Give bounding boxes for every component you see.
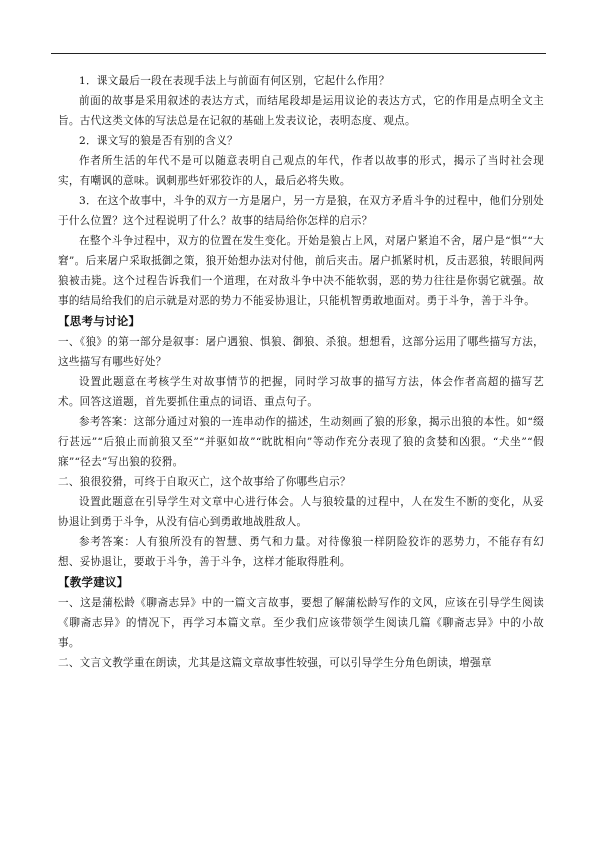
header-rule bbox=[51, 53, 546, 54]
suggestion-1: 一、这是蒲松龄《聊斋志异》中的一篇文言故事，要想了解蒲松龄写作的文风，应该在引导学生阅读《聊斋志异》的情况下，再学习本篇文章。至少我们应该带领学生阅读几篇《聊斋志异》中的小故事。 bbox=[58, 597, 544, 649]
suggestion-2: 二、文言文教学重在朗读，尤其是这篇文章故事性较强，可以引导学生分角色朗读，增强章 bbox=[58, 657, 492, 669]
question-1: 1．课文最后一段在表现手法上与前面有何区别，它起什么作用？ bbox=[79, 75, 390, 87]
answer-2: 作者所生活的年代不是可以随意表明自己观点的年代，作者以故事的形式，揭示了当时社会现实，有嘲讽的意味。讽刺那些奸邪狡诈的人，最后必将失败。 bbox=[58, 155, 544, 187]
discussion-question-2: 二、狼很狡猾，可终于自取灭亡，这个故事给了你哪些启示？ bbox=[58, 476, 351, 488]
discussion-intent-1: 设置此题意在考核学生对故事情节的把握，同时学习故事的描写方法，体会作者高超的描写艺术。回答这道题，首先要抓住重点的词语、重点句子。 bbox=[58, 376, 544, 408]
discussion-question-1: 一、《狼》的第一部分是叙事：屠户遇狼、惧狼、御狼、杀狼。想想看，这部分运用了哪些描写方法，这些描写有哪些好处？ bbox=[58, 336, 544, 368]
discussion-intent-2: 设置此题意在引导学生对文章中心进行体会。人与狼较量的过程中，人在发生不断的变化，从妥协退让到勇于斗争，从没有信心到勇敢地战胜敌人。 bbox=[58, 496, 544, 528]
suggestions-heading: 【教学建议】 bbox=[58, 575, 129, 589]
question-2: 2．课文写的狼是否有别的含义？ bbox=[79, 135, 238, 147]
question-3: 3．在这个故事中，斗争的双方一方是屠户，另一方是狼，在双方矛盾斗争的过程中，他们分别处于什么位置？这个过程说明了什么？故事的结局给你怎样的启示？ bbox=[58, 195, 544, 227]
answer-1: 前面的故事是采用叙述的表达方式，而结尾段却是运用议论的表达方式，它的作用是点明全文主旨。古代这类文体的写法总是在记叙的基础上发表议论，表明态度、观点。 bbox=[58, 95, 544, 127]
document-body bbox=[58, 71, 544, 673]
discussion-answer-2: 参考答案：人有狼所没有的智慧、勇气和力量。对待像狼一样阴险狡诈的恶势力，不能存有幻想、妥协退让，要敢于斗争，善于斗争，这样才能取得胜利。 bbox=[58, 536, 544, 568]
discussion-answer-1: 参考答案：这部分通过对狼的一连串动作的描述，生动刻画了狼的形象，揭示出狼的本性。如“缀行甚远”“后狼止而前狼又至”“并驱如故”“眈眈相向”等动作充分表现了狼的贪婪和凶狠。“犬坐”“假寐”“径去”写出狼的狡猾。 bbox=[58, 416, 544, 468]
answer-3: 在整个斗争过程中，双方的位置在发生变化。开始是狼占上风，对屠户紧追不舍，屠户是“惧”“大窘”。后来屠户采取抵御之策，狼开始想办法对付他，前后夹击。屠户抓紧时机，反击恶狼，转眼间两狼被击毙。这个过程告诉我们一个道理，在对敌斗争中决不能软弱，恶的势力往往是你弱它就强。故事的结局给我们的启示就是对恶的势力不能妥协退让，只能机智勇敢地面对。勇于斗争，善于斗争。 bbox=[58, 235, 544, 307]
discussion-heading: 【思考与讨论】 bbox=[58, 314, 141, 328]
